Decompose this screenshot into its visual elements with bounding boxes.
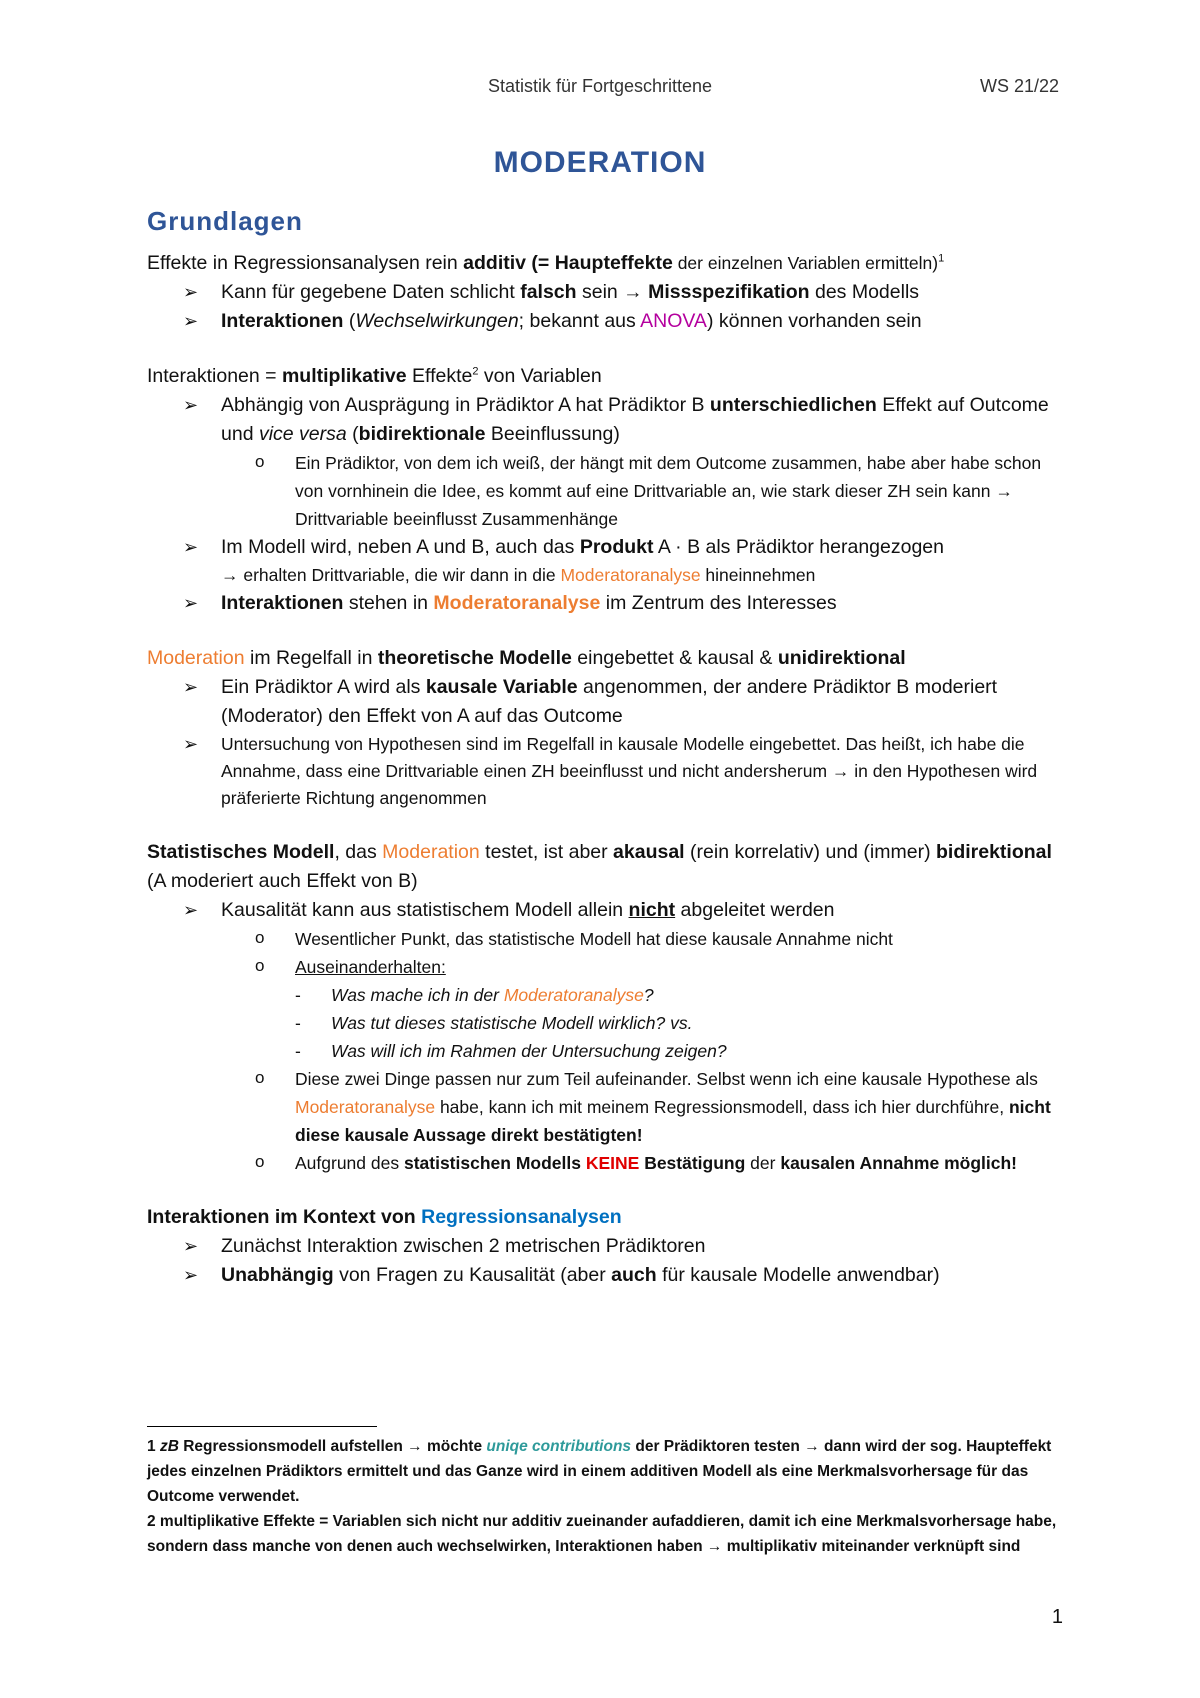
header-course: Statistik für Fortgeschrittene <box>487 76 713 96</box>
section-heading: Grundlagen <box>147 206 303 236</box>
footnotes <box>147 1434 1067 1559</box>
dash-list-item: - Was tut dieses statistische Modell wirklich? vs. <box>147 1009 1067 1037</box>
interaktionen-paragraph: Interaktionen = multiplikative Effekte$^2$ von Variablen <box>147 365 602 387</box>
arrow-bullet-icon: ➢ <box>183 593 199 613</box>
footnote-separator <box>147 1426 377 1427</box>
arrow-icon: → <box>706 1538 723 1555</box>
sub-list-item: o Aufgrund des statistischen Modells KEINE Bestätigung der kausalen Annahme möglich! <box>147 1149 1067 1177</box>
footnote-1: 1 zB Regressionsmodell aufstellen → möchte uniqe contributions der Prädiktoren testen → dann wird der sog. Haupteffekt jedes einzelnen Prädiktors ermittelt und das Ganze wird in einem additiven Modell als eine Merkmalsvorhersage für das Outcome verwendet. <box>147 1438 1052 1505</box>
list-item: ➢ Abhängig von Ausprägung in Prädiktor A hat Prädiktor B unterschiedlichen Effekt auf Outcome und vice versa (bidirektionale Beeinflussung) <box>147 391 1067 449</box>
arrow-icon: → <box>623 281 643 303</box>
circle-bullet-icon: o <box>255 956 265 975</box>
arrow-icon: → <box>804 1438 820 1455</box>
dash-bullet-icon: - <box>295 985 301 1005</box>
arrow-bullet-icon: ➢ <box>183 395 199 415</box>
circle-bullet-icon: o <box>255 452 265 471</box>
arrow-bullet-icon: ➢ <box>183 677 199 697</box>
content <box>147 206 1067 1290</box>
sub-list-item: o Wesentlicher Punkt, das statistische Modell hat diese kausale Annahme nicht <box>147 925 1067 953</box>
footnote-ref-2[interactable]: 2 <box>472 365 479 378</box>
arrow-bullet-icon: ➢ <box>183 1265 199 1285</box>
list-item: ➢ Im Modell wird, neben A und B, auch das Produkt A · B als Prädiktor herangezogen <box>147 533 1067 562</box>
arrow-bullet-icon: ➢ <box>183 734 199 754</box>
list-item: ➢ Untersuchung von Hypothesen sind im Regelfall in kausale Modelle eingebettet. Das heißt, ich habe die Annahme, dass eine Drittvariable einen ZH beeinflusst und nicht andersherum → in den Hypothesen wird präferierte Richtung angenommen <box>147 731 1067 812</box>
dash-list-item: - Was mache ich in der Moderatoranalyse? <box>147 981 1067 1009</box>
arrow-icon: → <box>407 1438 423 1455</box>
moderation-paragraph: Moderation im Regelfall in theoretische Modelle eingebettet & kausal & unidirektional <box>147 647 906 669</box>
dash-bullet-icon: - <box>295 1041 301 1061</box>
footnote-ref-1[interactable]: 1 <box>938 252 945 265</box>
list-item: ➢ Kann für gegebene Daten schlicht falsch sein → Missspezifikation des Modells <box>147 278 1067 307</box>
dash-list-item: - Was will ich im Rahmen der Untersuchung zeigen? <box>147 1037 1067 1065</box>
arrow-bullet-icon: ➢ <box>183 537 199 557</box>
arrow-icon: → <box>995 481 1013 501</box>
arrow-bullet-icon: ➢ <box>183 311 199 331</box>
arrow-icon: → <box>221 565 239 585</box>
list-item-continuation: → erhalten Drittvariable, die wir dann in die Moderatoranalyse hineinnehmen <box>221 565 816 585</box>
intro-paragraph: Effekte in Regressionsanalysen rein additiv (= Haupteffekte der einzelnen Variablen ermitteln)$^1$ <box>147 252 945 274</box>
list-item: ➢ Unabhängig von Fragen zu Kausalität (aber auch für kausale Modelle anwendbar) <box>147 1261 1067 1290</box>
circle-bullet-icon: o <box>255 1068 265 1087</box>
dash-bullet-icon: - <box>295 1013 301 1033</box>
arrow-bullet-icon: ➢ <box>183 282 199 302</box>
list-item: ➢ Interaktionen stehen in Moderatoranalyse im Zentrum des Interesses <box>147 589 1067 618</box>
arrow-bullet-icon: ➢ <box>183 900 199 920</box>
statistisch-paragraph: Statistisches Modell, das Moderation testet, ist aber akausal (rein korrelativ) und (immer) bidirektional (A moderiert auch Effekt von B) <box>147 841 1052 892</box>
arrow-icon: → <box>831 761 850 781</box>
arrow-bullet-icon: ➢ <box>183 1236 199 1256</box>
document-title: MODERATION <box>493 146 707 179</box>
sub-list-item: o Ein Prädiktor, von dem ich weiß, der hängt mit dem Outcome zusammen, habe aber habe schon von vornhinein die Idee, es kommt auf eine Drittvariable an, wie stark dieser ZH sein kann → Drittvariable beeinflusst Zusammenhänge <box>147 449 1067 533</box>
list-item: ➢ Ein Prädiktor A wird als kausale Variable angenommen, der andere Prädiktor B moderiert (Moderator) den Effekt von A auf das Outcome <box>147 673 1067 731</box>
list-item: ➢ Kausalität kann aus statistischem Modell allein nicht abgeleitet werden <box>147 896 1067 925</box>
circle-bullet-icon: o <box>255 1152 265 1171</box>
circle-bullet-icon: o <box>255 928 265 947</box>
sub-list-item: o Diese zwei Dinge passen nur zum Teil aufeinander. Selbst wenn ich eine kausale Hypothese als Moderatoranalyse habe, kann ich mit meinem Regressionsmodell, dass ich hier durchführe, nicht diese kausale Aussage direkt bestätigten! <box>147 1065 1067 1149</box>
sub-list-item: o Auseinanderhalten: <box>147 953 1067 981</box>
list-item: ➢ Zunächst Interaktion zwischen 2 metrischen Prädiktoren <box>147 1232 1067 1261</box>
regression-paragraph: Interaktionen im Kontext von Regressionsanalysen <box>147 1206 622 1228</box>
list-item: ➢ Interaktionen (Wechselwirkungen; bekannt aus ANOVA) können vorhanden sein <box>147 307 1067 336</box>
page-number: 1 <box>1051 1606 1063 1628</box>
footnote-2: 2 multiplikative Effekte = Variablen sich nicht nur additiv zueinander aufaddieren, damit ich eine Merkmalsvorhersage habe, sondern dass manche von denen auch wechselwirken, Interaktionen haben → multiplikativ miteinander verknüpft sind <box>147 1513 1057 1555</box>
header-semester: WS 21/22 <box>979 76 1059 96</box>
